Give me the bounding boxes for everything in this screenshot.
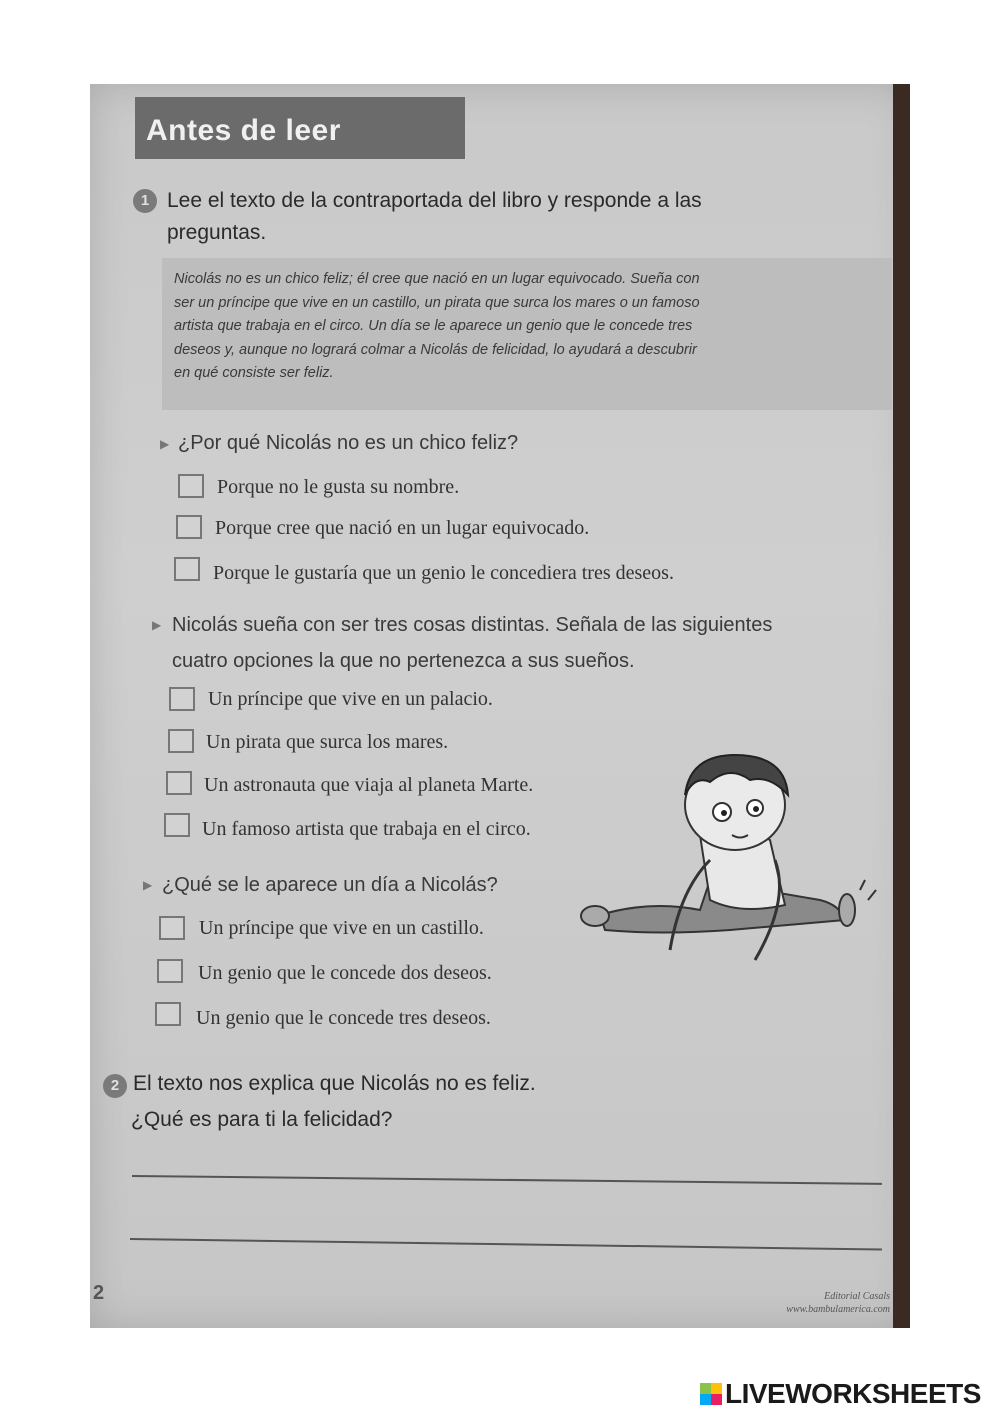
option-1c-label: Porque le gustaría que un genio le concediera tres deseos. [213,562,674,584]
checkbox-option-1a[interactable] [178,474,204,498]
quote-line: artista que trabaja en el circo. Un día se le aparece un genio que le concede tres [174,318,693,334]
option-2a-label: Un príncipe que vive en un palacio. [208,688,493,710]
quote-line: Nicolás no es un chico feliz; él cree que nació en un lugar equivocado. Sueña con [174,271,700,287]
section-title: Antes de leer [146,114,341,147]
sub-question-3-prompt: ¿Qué se le aparece un día a Nicolás? [162,874,498,896]
option-1b-label: Porque cree que nació en un lugar equivocado. [215,517,590,539]
question-2-line-1: El texto nos explica que Nicolás no es feliz. [133,1072,536,1095]
page-number: 2 [93,1282,105,1304]
question-2-line-2: ¿Qué es para ti la felicidad? [131,1108,393,1131]
checkbox-option-1c[interactable] [174,557,200,581]
sub-question-2-prompt-line-2: cuatro opciones la que no pertenezca a sus sueños. [172,650,635,672]
sub-question-2-prompt-line-1: Nicolás sueña con ser tres cosas distintas. Señala de las siguientes [172,614,773,636]
question-1-line-2: preguntas. [167,221,267,244]
page-edge [893,84,910,1328]
publisher-info [780,1290,890,1316]
publisher-url: www.bambulamerica.com [786,1304,890,1315]
sub-question-1-prompt: ¿Por qué Nicolás no es un chico feliz? [178,432,519,454]
question-1-number: 1 [133,189,157,213]
option-2b-label: Un pirata que surca los mares. [206,731,449,753]
liveworksheets-brand[interactable] [700,1378,981,1410]
checkbox-option-3c[interactable] [155,1002,181,1026]
liveworksheets-logo-icon [700,1383,722,1405]
option-1a-label: Porque no le gusta su nombre. [217,476,460,498]
option-3c-label: Un genio que le concede tres deseos. [196,1007,491,1029]
option-2d-label: Un famoso artista que trabaja en el circo. [202,818,531,840]
checkbox-option-2d[interactable] [164,813,190,837]
triangle-bullet-icon: ▶ [152,618,162,632]
triangle-bullet-icon: ▶ [160,437,170,451]
option-3a-label: Un príncipe que vive en un castillo. [199,917,484,939]
question-1-line-1: Lee el texto de la contraportada del libro y responde a las [167,189,702,212]
quote-line: deseos y, aunque no logrará colmar a Nicolás de felicidad, lo ayudará a descubrir [174,341,697,358]
quote-line: en qué consiste ser feliz. [174,365,334,381]
option-3b-label: Un genio que le concede dos deseos. [198,962,492,984]
checkbox-option-3b[interactable] [157,959,183,983]
brand-name: LIVEWORKSHEETS [725,1378,981,1409]
triangle-bullet-icon: ▶ [143,878,153,892]
option-2c-label: Un astronauta que viaja al planeta Marte. [204,774,534,796]
question-2-number: 2 [103,1074,127,1098]
checkbox-option-2a[interactable] [169,687,195,711]
boy-illustration [560,740,890,975]
checkbox-option-3a[interactable] [159,916,185,940]
checkbox-option-1b[interactable] [176,515,202,539]
checkbox-option-2c[interactable] [166,771,192,795]
checkbox-option-2b[interactable] [168,729,194,753]
publisher-name: Editorial Casals [824,1291,890,1302]
quote-line: ser un príncipe que vive en un castillo, un pirata que surca los mares o un famoso [174,294,700,311]
back-cover-quote [174,268,882,386]
